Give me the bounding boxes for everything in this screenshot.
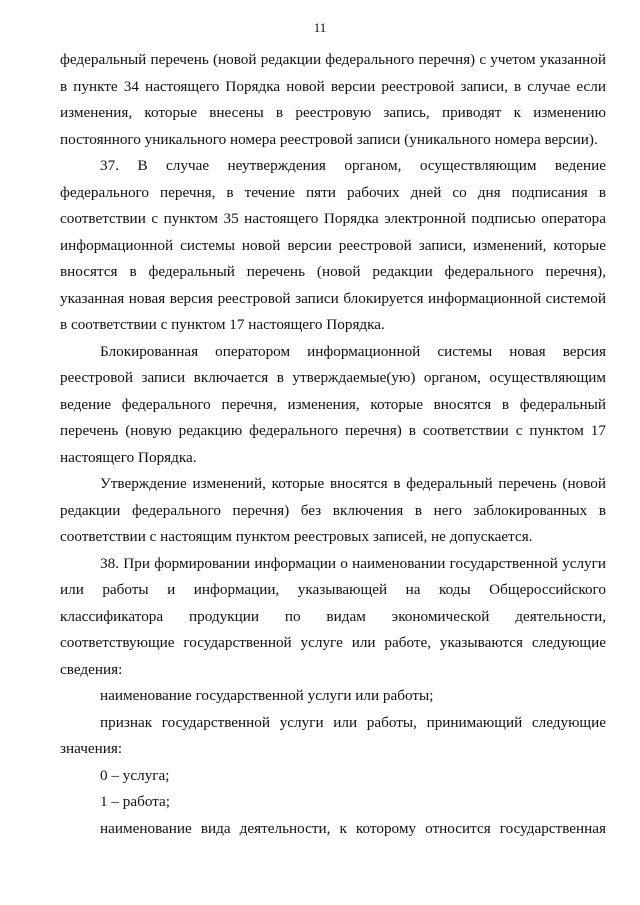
paragraph-37: 37. В случае неутверждения органом, осуществляющим ведение федерального перечня, в течение пяти рабочих дней со дня подписания в соответствии с пунктом 35 настоящего Порядка электронной подписью оператора информационной системы новой версии реестровой записи, изменений, которые вносятся в федеральный перечень (новой редакции федерального перечня), указанная новая версия реестровой записи блокируется информационной системой в соответствии с пунктом 17 настоящего Порядка.	[60, 157, 606, 333]
list-item-service-flag: признак государственной услуги или работы, принимающий следующие значения:	[60, 713, 606, 757]
list-item-value-service: 0 – услуга;	[100, 766, 170, 784]
list-item-activity-type: наименование вида деятельности, к которому относится государственная	[100, 819, 606, 837]
paragraph-blocked-version: Блокированная оператором информационной системы новая версия реестровой записи включается в утверждаемые(ую) органом, осуществляющим ведение федерального перечня, изменения, которые вносятся в федеральный перечень (новую редакцию федерального перечня) в соответствии с пунктом 17 настоящего Порядка.	[60, 342, 606, 466]
paragraph-continuation: федеральный перечень (новой редакции федерального перечня) с учетом указанной в пункте 34 настоящего Порядка новой версии реестровой записи, в случае если изменения, которые внесены в реестровую запись, приводят к изменению постоянного уникального номера реестровой записи (уникального номера версии).	[60, 51, 606, 148]
page-number: 11	[313, 20, 327, 35]
document-body	[60, 47, 606, 842]
list-item-service-name: наименование государственной услуги или работы;	[100, 687, 434, 704]
list-item-value-work: 1 – работа;	[100, 793, 171, 810]
paragraph-38: 38. При формировании информации о наименовании государственной услуги или работы и информации, указывающей на коды Общероссийского классификатора продукции по видам экономической деятельности, соответствующие государственной услуге или работе, указываются следующие сведения:	[60, 554, 606, 678]
paragraph-approval-restriction: Утверждение изменений, которые вносятся в федеральный перечень (новой редакции федерального перечня) без включения в него заблокированных в соответствии с настоящим пунктом реестровых записей, не допускается.	[60, 475, 606, 545]
